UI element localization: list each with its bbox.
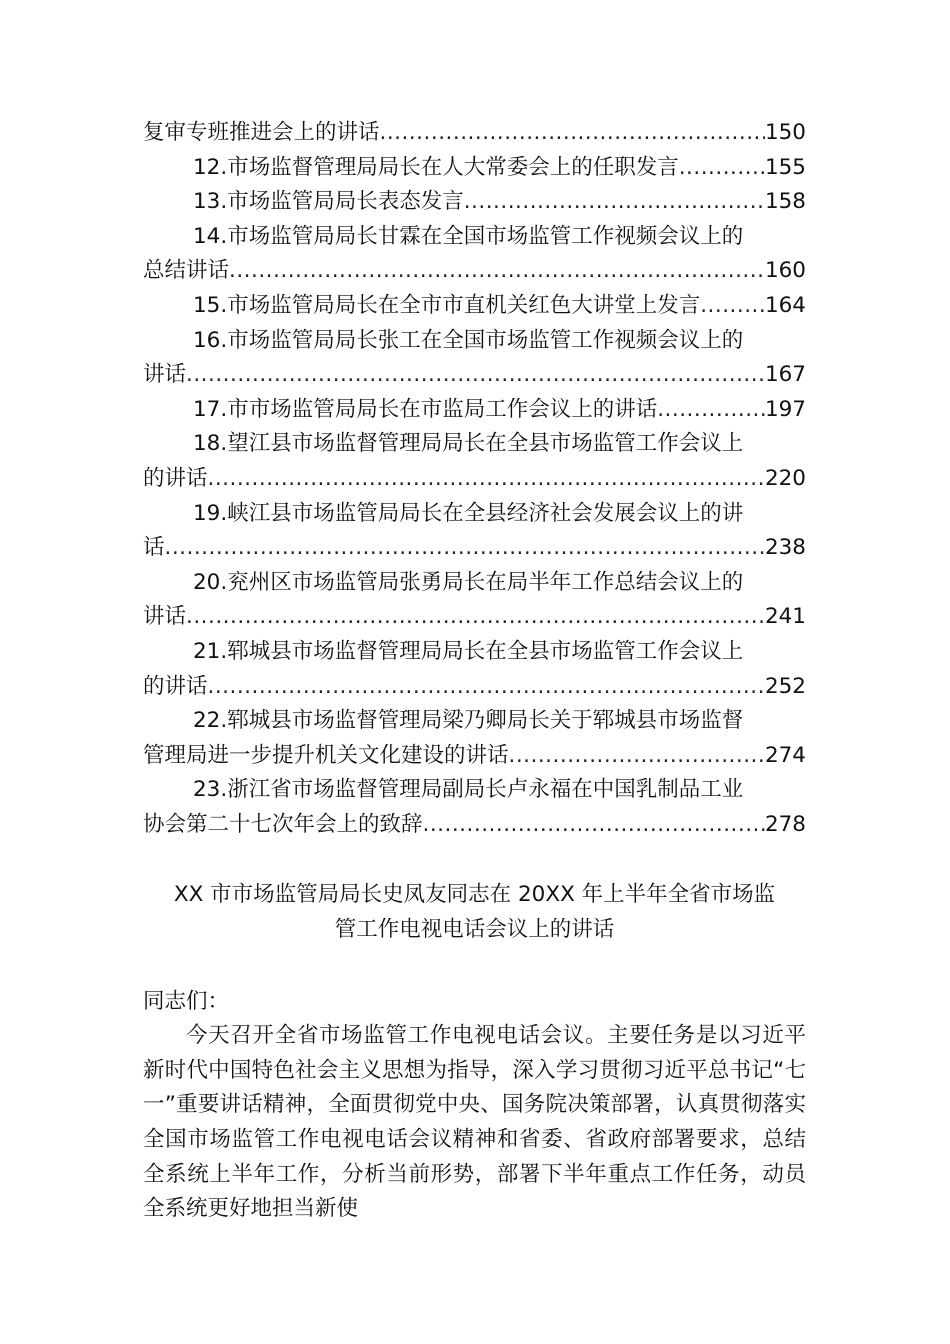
article-title-line-2: 管工作电视电话会议上的讲话 [334, 917, 615, 943]
toc-page-number: 238 [764, 535, 806, 561]
toc-line [143, 600, 806, 635]
toc-entry-text: 话 [143, 535, 165, 561]
article-title [143, 878, 806, 947]
toc-line [143, 670, 806, 705]
toc-line [143, 462, 806, 497]
toc-line [143, 358, 806, 393]
toc-line [143, 635, 806, 670]
toc-entry-text: 13.市场监管局局长表态发言 [193, 189, 464, 215]
toc-line [143, 773, 806, 808]
toc-dot-leader [380, 116, 765, 151]
toc-entry-text: 的讲话 [143, 673, 208, 699]
toc-page-number: 220 [764, 465, 806, 491]
toc-line [143, 185, 806, 220]
toc-dot-leader [679, 151, 765, 186]
toc-page-number: 155 [764, 154, 806, 180]
toc-line [143, 427, 806, 462]
toc-line [143, 497, 806, 532]
toc-dot-leader [186, 600, 765, 635]
toc-page-number: 160 [764, 258, 806, 284]
toc-dot-leader [509, 739, 765, 774]
toc-dot-leader [208, 462, 765, 497]
toc-line [143, 324, 806, 359]
table-of-contents [143, 116, 806, 842]
toc-page-number: 197 [764, 396, 806, 422]
toc-dot-leader [657, 393, 765, 428]
article-title-line-1: XX 市市场监管局局长史凤友同志在 20XX 年上半年全省市场监 [173, 882, 776, 908]
toc-entry-text: 总结讲话 [143, 258, 230, 284]
toc-page-number: 278 [764, 811, 806, 837]
toc-entry-text: 21.郓城县市场监督管理局局长在全县市场监管工作会议上 [193, 638, 744, 664]
toc-line [143, 254, 806, 289]
toc-page-number: 241 [764, 604, 806, 630]
toc-dot-leader [208, 670, 765, 705]
toc-entry-text: 16.市场监管局局长张工在全国市场监管工作视频会议上的 [193, 327, 744, 353]
toc-entry-text: 19.峡江县市场监管局局长在全县经济社会发展会议上的讲 [193, 500, 744, 526]
toc-entry-text: 17.市市场监管局局长在市监局工作会议上的讲话 [193, 396, 658, 422]
toc-entry-text: 15.市场监管局局长在全市市直机关红色大讲堂上发言 [193, 292, 701, 318]
toc-entry-text: 协会第二十七次年会上的致辞 [143, 811, 423, 837]
document-page [143, 116, 806, 1227]
toc-line [143, 289, 806, 324]
toc-page-number: 150 [764, 120, 806, 145]
toc-dot-leader [165, 531, 765, 566]
toc-entry-text: 讲话 [143, 604, 187, 630]
toc-dot-leader [229, 254, 765, 289]
toc-entry-text: 18.望江县市场监督管理局局长在全县市场监管工作会议上 [193, 431, 744, 457]
toc-line [143, 808, 806, 843]
toc-dot-leader [464, 185, 765, 220]
toc-entry-text: 22.郓城县市场监督管理局梁乃卿局长关于郓城县市场监督 [193, 708, 744, 734]
toc-line [143, 393, 806, 428]
toc-entry-text: 12.市场监督管理局局长在人大常委会上的任职发言 [193, 154, 679, 180]
toc-entry-text: 管理局进一步提升机关文化建设的讲话 [143, 742, 509, 768]
toc-page-number: 167 [764, 362, 806, 388]
salutation: 同志们： [143, 988, 230, 1014]
toc-page-number: 252 [764, 673, 806, 699]
toc-dot-leader [423, 808, 765, 843]
toc-line [143, 116, 806, 151]
toc-page-number: 274 [764, 742, 806, 768]
toc-entry-text: 23.浙江省市场监督管理局副局长卢永福在中国乳制品工业 [193, 777, 744, 803]
toc-line [143, 566, 806, 601]
toc-entry-text: 14.市场监管局局长甘霖在全国市场监管工作视频会议上的 [193, 223, 744, 249]
toc-line [143, 704, 806, 739]
toc-entry-text: 的讲话 [143, 465, 208, 491]
toc-dot-leader [700, 289, 765, 324]
toc-line [143, 151, 806, 186]
body-paragraph: 今天召开全省市场监管工作电视电话会议。主要任务是以习近平新时代中国特色社会主义思想为指导，深入学习贯彻习近平总书记“七一”重要讲话精神，全面贯彻党中央、国务院决策部署，认真贯彻落实全国市场监管工作电视电话会议精神和省委、省政府部署要求，总结全系统上半年工作，分析当前形势，部署下半年重点工作任务，动员全系统更好地担当新使 [143, 1023, 806, 1222]
toc-line [143, 220, 806, 255]
toc-page-number: 164 [764, 292, 806, 318]
toc-entry-text: 讲话 [143, 362, 187, 388]
toc-entry-text: 20.兖州区市场监管局张勇局长在局半年工作总结会议上的 [193, 569, 744, 595]
toc-line [143, 739, 806, 774]
toc-page-number: 158 [764, 189, 806, 215]
toc-dot-leader [186, 358, 765, 393]
toc-line [143, 531, 806, 566]
toc-entry-text: 复审专班推进会上的讲话 [143, 120, 380, 145]
